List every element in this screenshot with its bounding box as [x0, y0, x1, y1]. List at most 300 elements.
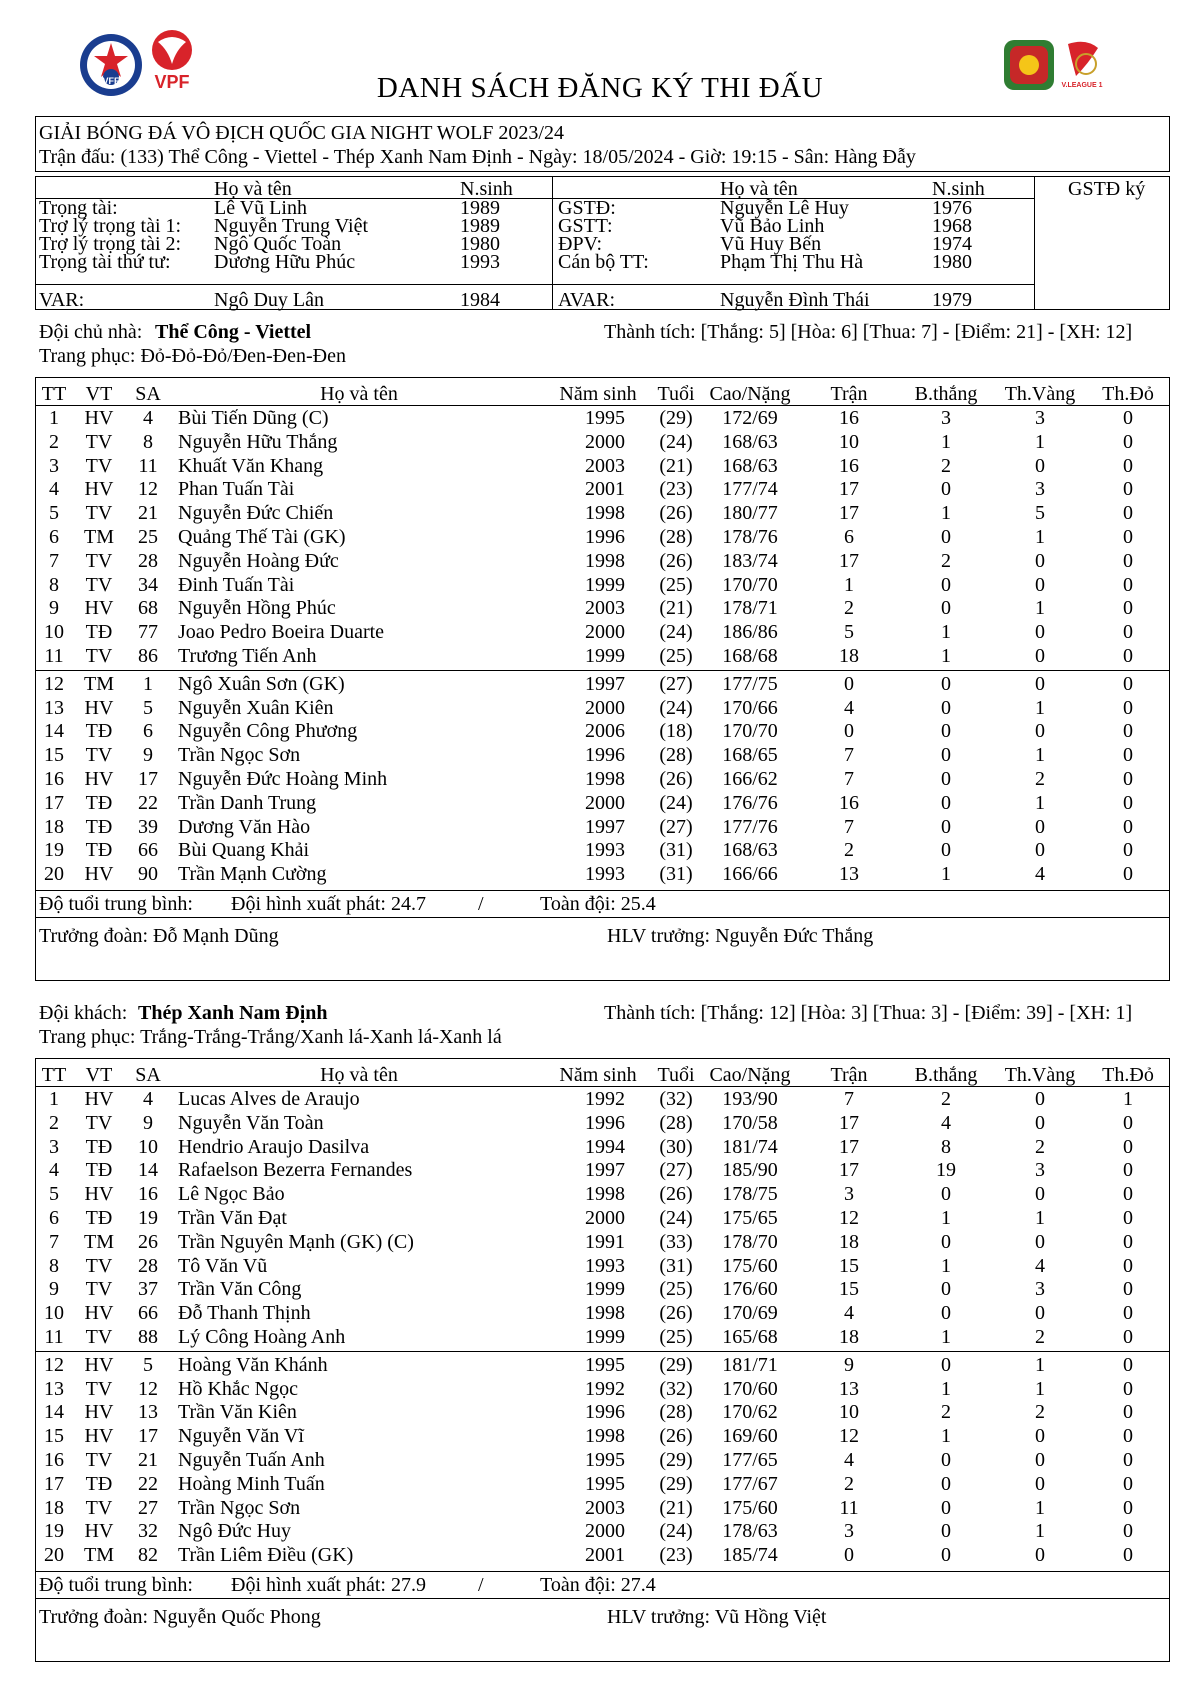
home-sub-shirt-number: 66 — [138, 839, 158, 862]
official-birth: 1980 — [932, 251, 972, 273]
away-player-player-name: Hendrio Araujo Dasilva — [178, 1135, 370, 1158]
away-sub-player-name: Hoàng Văn Khánh — [178, 1353, 328, 1376]
officials-header-name: Họ và tên — [214, 178, 292, 200]
home-sub-age: (27) — [659, 815, 693, 838]
home-player-age: (25) — [659, 645, 693, 667]
away-player-goals: 0 — [941, 1230, 951, 1253]
home-sub-shirt-number: 5 — [143, 696, 153, 719]
home-player-birth-year: 1999 — [585, 645, 625, 667]
home-player-age: (24) — [659, 430, 693, 453]
home-player-yellow-cards: 3 — [1035, 478, 1045, 501]
away-sub-tt: 18 — [44, 1496, 64, 1519]
away-player-age: (24) — [659, 1207, 693, 1229]
away-sub-shirt-number: 27 — [138, 1496, 158, 1519]
away-player-age: (27) — [659, 1159, 693, 1182]
away-sub-player-name: Trần Liêm Điều (GK) — [178, 1544, 354, 1567]
away-player-matches: 18 — [839, 1230, 859, 1253]
home-sub-yellow-cards: 1 — [1035, 744, 1045, 767]
home-player-tt: 4 — [49, 478, 59, 501]
away-sub-matches: 11 — [839, 1496, 859, 1519]
away-sub-age: (28) — [659, 1401, 693, 1424]
home-sub-goals: 0 — [941, 720, 951, 743]
official-birth: 1974 — [932, 233, 972, 255]
home-sub-red-cards: 0 — [1123, 815, 1133, 838]
away-player-age: (25) — [659, 1326, 693, 1348]
home-player-height-weight: 178/71 — [722, 597, 778, 620]
home-sub-birth-year: 1997 — [585, 672, 625, 695]
home-player-matches: 16 — [839, 454, 859, 477]
away-player-matches: 17 — [839, 1111, 859, 1134]
away-sub-birth-year: 1992 — [585, 1377, 625, 1400]
away-sub-yellow-cards: 1 — [1035, 1496, 1045, 1519]
home-player-goals: 2 — [941, 454, 951, 477]
home-sub-tt: 19 — [44, 839, 64, 862]
home-sub-player-name: Trần Danh Trung — [178, 791, 317, 814]
home-player-red-cards: 0 — [1123, 645, 1133, 667]
home-player-height-weight: 168/63 — [722, 454, 778, 477]
away-player-birth-year: 2000 — [585, 1207, 625, 1229]
away-column-header-yellow-cards: Th.Vàng — [1004, 1064, 1076, 1086]
away-player-red-cards: 0 — [1123, 1278, 1133, 1301]
home-sub-tt: 17 — [44, 791, 64, 814]
away-sub-yellow-cards: 1 — [1035, 1353, 1045, 1376]
home-player-birth-year: 1998 — [585, 549, 625, 572]
home-player-tt: 1 — [49, 407, 59, 429]
away-sub-shirt-number: 22 — [138, 1472, 158, 1495]
away-sub-tt: 12 — [44, 1353, 64, 1376]
official-role: GSTĐ: — [558, 197, 616, 219]
away-sub-matches: 2 — [844, 1472, 854, 1495]
away-head-coach: HLV trưởng: Vũ Hồng Việt — [607, 1606, 827, 1628]
home-player-tt: 3 — [49, 454, 59, 477]
away-player-age: (25) — [659, 1278, 693, 1301]
away-team-manager: Trưởng đoàn: Nguyễn Quốc Phong — [39, 1606, 321, 1628]
official-birth: 1993 — [460, 251, 500, 273]
away-player-matches: 7 — [844, 1088, 854, 1110]
away-player-shirt-number: 16 — [138, 1183, 158, 1206]
away-player-player-name: Đỗ Thanh Thịnh — [178, 1302, 311, 1325]
away-player-tt: 8 — [49, 1254, 59, 1277]
home-player-matches: 6 — [844, 526, 854, 548]
away-player-matches: 4 — [844, 1302, 854, 1325]
home-sub-age: (26) — [659, 768, 693, 790]
home-sub-position: TĐ — [85, 815, 113, 838]
home-player-red-cards: 0 — [1123, 526, 1133, 548]
home-player-matches: 17 — [839, 549, 859, 572]
away-team-name: Thép Xanh Nam Định — [138, 1002, 328, 1024]
home-sub-player-name: Dương Văn Hào — [178, 815, 311, 838]
away-player-age: (33) — [659, 1230, 693, 1253]
away-player-tt: 7 — [49, 1230, 59, 1253]
officials-sign-divider — [1034, 176, 1035, 310]
official-name: Nguyễn Trung Việt — [214, 215, 369, 237]
home-sub-player-name: Nguyễn Đức Hoàng Minh — [178, 768, 388, 790]
home-sub-shirt-number: 1 — [143, 672, 153, 695]
home-sub-player-name: Trần Ngọc Sơn — [178, 744, 301, 767]
match-details: Trận đấu: (133) Thể Công - Viettel - Thép Xanh Nam Định - Ngày: 18/05/2024 - Giờ: 19:15 - Sân: Hàng Đẫy — [39, 146, 916, 168]
home-player-age: (23) — [659, 478, 693, 501]
home-column-header-birth-year: Năm sinh — [559, 383, 637, 405]
away-sub-player-name: Ngô Đức Huy — [178, 1520, 292, 1543]
avar-name: Nguyễn Đình Thái — [720, 289, 870, 311]
home-sub-birth-year: 1998 — [585, 768, 625, 790]
home-sub-age: (18) — [659, 720, 693, 743]
away-team-record: Thành tích: [Thắng: 12] [Hòa: 3] [Thua: 3] - [Điểm: 39] - [XH: 1] — [604, 1002, 1133, 1024]
home-sub-red-cards: 0 — [1123, 791, 1133, 814]
away-sub-matches: 10 — [839, 1401, 859, 1424]
home-avg-slash: / — [478, 893, 484, 915]
away-sub-age: (26) — [659, 1425, 693, 1448]
home-player-position: TV — [85, 549, 113, 572]
away-avg-all: Toàn đội: 27.4 — [540, 1574, 656, 1596]
home-player-tt: 11 — [44, 645, 64, 667]
away-player-position: TV — [85, 1326, 113, 1348]
away-player-position: TV — [85, 1254, 113, 1277]
away-player-player-name: Lê Ngọc Bảo — [178, 1183, 285, 1206]
home-player-shirt-number: 86 — [138, 645, 158, 667]
away-player-age: (26) — [659, 1302, 693, 1325]
away-sub-tt: 14 — [44, 1401, 64, 1424]
away-sub-goals: 0 — [941, 1544, 951, 1567]
home-player-tt: 7 — [49, 549, 59, 572]
away-sub-matches: 0 — [844, 1544, 854, 1567]
away-sub-tt: 16 — [44, 1449, 64, 1471]
home-player-matches: 1 — [844, 573, 854, 596]
away-sub-yellow-cards: 0 — [1035, 1449, 1045, 1471]
away-sub-player-name: Trần Văn Kiên — [178, 1401, 297, 1424]
away-player-shirt-number: 19 — [138, 1207, 158, 1229]
home-player-shirt-number: 12 — [138, 478, 158, 501]
home-player-height-weight: 168/63 — [722, 430, 778, 453]
home-player-goals: 1 — [941, 430, 951, 453]
home-player-player-name: Nguyễn Hồng Phúc — [178, 597, 336, 620]
home-sub-yellow-cards: 2 — [1035, 768, 1045, 790]
home-player-matches: 5 — [844, 621, 854, 644]
away-player-birth-year: 1994 — [585, 1135, 625, 1158]
away-sub-height-weight: 185/74 — [722, 1544, 778, 1567]
away-player-shirt-number: 9 — [143, 1111, 153, 1134]
away-player-height-weight: 175/65 — [722, 1207, 778, 1229]
home-sub-tt: 13 — [44, 696, 64, 719]
away-sub-red-cards: 0 — [1123, 1544, 1133, 1567]
away-column-header-red-cards: Th.Đỏ — [1102, 1064, 1154, 1086]
home-sub-player-name: Bùi Quang Khải — [178, 839, 310, 862]
officials-header-birth2: N.sinh — [932, 178, 985, 200]
away-player-red-cards: 0 — [1123, 1302, 1133, 1325]
away-player-matches: 17 — [839, 1135, 859, 1158]
home-player-age: (26) — [659, 502, 693, 525]
away-player-birth-year: 1996 — [585, 1111, 625, 1134]
away-sub-birth-year: 1995 — [585, 1472, 625, 1495]
away-player-birth-year: 1999 — [585, 1326, 625, 1348]
var-name: Ngô Duy Lân — [214, 289, 324, 311]
officials-header-birth: N.sinh — [460, 178, 513, 200]
away-player-birth-year: 1991 — [585, 1230, 625, 1253]
away-sub-goals: 2 — [941, 1401, 951, 1424]
away-sub-shirt-number: 5 — [143, 1353, 153, 1376]
home-player-player-name: Bùi Tiến Dũng (C) — [178, 407, 329, 429]
home-player-age: (29) — [659, 407, 693, 429]
home-column-header-player-name: Họ và tên — [320, 383, 398, 405]
home-player-red-cards: 0 — [1123, 502, 1133, 525]
home-sub-height-weight: 168/63 — [722, 839, 778, 862]
away-player-red-cards: 1 — [1123, 1088, 1133, 1110]
away-player-shirt-number: 88 — [138, 1326, 158, 1348]
away-sub-age: (23) — [659, 1544, 693, 1567]
away-sub-matches: 13 — [839, 1377, 859, 1400]
league-name: GIẢI BÓNG ĐÁ VÔ ĐỊCH QUỐC GIA NIGHT WOLF 2023/24 — [39, 122, 564, 144]
home-sub-position: TĐ — [85, 791, 113, 814]
away-player-player-name: Trần Văn Đạt — [178, 1207, 287, 1229]
away-player-shirt-number: 28 — [138, 1254, 158, 1277]
away-sub-matches: 9 — [844, 1353, 854, 1376]
away-sub-age: (29) — [659, 1353, 693, 1376]
away-sub-age: (24) — [659, 1520, 693, 1543]
away-player-position: HV — [84, 1088, 114, 1110]
away-column-header-matches: Trận — [830, 1064, 868, 1086]
away-sub-yellow-cards: 2 — [1035, 1401, 1045, 1424]
away-player-yellow-cards: 1 — [1035, 1207, 1045, 1229]
home-player-yellow-cards: 0 — [1035, 549, 1045, 572]
away-player-height-weight: 178/75 — [722, 1183, 778, 1206]
home-sub-height-weight: 177/76 — [722, 815, 778, 838]
home-player-goals: 3 — [941, 407, 951, 429]
official-birth: 1968 — [932, 215, 972, 237]
home-player-shirt-number: 11 — [138, 454, 158, 477]
away-player-birth-year: 1998 — [585, 1183, 625, 1206]
home-column-header-tt: TT — [41, 383, 67, 405]
home-player-age: (21) — [659, 597, 693, 620]
away-player-birth-year: 1997 — [585, 1159, 625, 1182]
away-player-matches: 12 — [839, 1207, 859, 1229]
home-player-birth-year: 1996 — [585, 526, 625, 548]
away-sub-age: (29) — [659, 1472, 693, 1495]
home-sub-tt: 18 — [44, 815, 64, 838]
away-sub-red-cards: 0 — [1123, 1496, 1133, 1519]
home-sub-birth-year: 2006 — [585, 720, 625, 743]
home-column-header-red-cards: Th.Đỏ — [1102, 383, 1154, 405]
officials-header-name2: Họ và tên — [720, 178, 798, 200]
away-player-player-name: Nguyễn Văn Toàn — [178, 1111, 324, 1134]
home-sub-age: (31) — [659, 863, 693, 886]
away-player-goals: 8 — [941, 1135, 951, 1158]
home-player-shirt-number: 68 — [138, 597, 158, 620]
home-player-position: HV — [84, 597, 114, 620]
home-sub-age: (27) — [659, 672, 693, 695]
home-player-matches: 18 — [839, 645, 859, 667]
home-sub-birth-year: 2000 — [585, 791, 625, 814]
away-sub-matches: 4 — [844, 1449, 854, 1471]
official-role: Trợ lý trọng tài 1: — [39, 215, 182, 237]
away-player-yellow-cards: 3 — [1035, 1278, 1045, 1301]
avar-birth: 1979 — [932, 289, 972, 311]
away-column-header-position: VT — [85, 1064, 113, 1086]
home-column-header-yellow-cards: Th.Vàng — [1004, 383, 1076, 405]
home-player-age: (25) — [659, 573, 693, 596]
home-player-shirt-number: 4 — [143, 407, 153, 429]
home-player-shirt-number: 25 — [138, 526, 158, 548]
home-player-red-cards: 0 — [1123, 454, 1133, 477]
var-birth: 1984 — [460, 289, 500, 311]
away-sub-yellow-cards: 0 — [1035, 1472, 1045, 1495]
var-role: VAR: — [39, 289, 85, 311]
home-sub-height-weight: 176/76 — [722, 791, 778, 814]
away-player-goals: 19 — [936, 1159, 956, 1182]
official-role: Trợ lý trọng tài 2: — [39, 233, 182, 255]
home-sub-yellow-cards: 0 — [1035, 815, 1045, 838]
home-player-shirt-number: 28 — [138, 549, 158, 572]
away-sub-age: (21) — [659, 1496, 693, 1519]
away-player-yellow-cards: 4 — [1035, 1254, 1045, 1277]
home-sub-goals: 0 — [941, 791, 951, 814]
home-sub-red-cards: 0 — [1123, 839, 1133, 862]
home-avg-label: Độ tuổi trung bình: — [39, 893, 193, 915]
home-sub-height-weight: 166/62 — [722, 768, 778, 790]
officials-mid-divider — [552, 176, 553, 310]
away-player-matches: 15 — [839, 1278, 859, 1301]
home-player-height-weight: 168/68 — [722, 645, 778, 667]
away-sub-red-cards: 0 — [1123, 1353, 1133, 1376]
home-team-name: Thể Công - Viettel — [155, 321, 312, 343]
away-player-yellow-cards: 3 — [1035, 1159, 1045, 1182]
home-sub-height-weight: 170/70 — [722, 720, 778, 743]
away-column-header-goals: B.thắng — [914, 1064, 978, 1086]
away-player-red-cards: 0 — [1123, 1135, 1133, 1158]
away-sub-shirt-number: 21 — [138, 1449, 158, 1471]
away-sub-yellow-cards: 1 — [1035, 1377, 1045, 1400]
home-player-player-name: Nguyễn Đức Chiến — [178, 502, 334, 525]
away-player-birth-year: 1998 — [585, 1302, 625, 1325]
away-player-position: TM — [84, 1230, 114, 1253]
away-player-height-weight: 181/74 — [722, 1135, 778, 1158]
away-sub-position: TV — [85, 1496, 113, 1519]
home-player-yellow-cards: 1 — [1035, 526, 1045, 548]
away-sub-shirt-number: 82 — [138, 1544, 158, 1567]
home-sub-position: HV — [84, 768, 114, 790]
away-sub-birth-year: 1995 — [585, 1353, 625, 1376]
away-sub-position: HV — [84, 1520, 114, 1543]
away-sub-matches: 3 — [844, 1520, 854, 1543]
home-sub-tt: 20 — [44, 863, 64, 886]
home-sub-matches: 2 — [844, 839, 854, 862]
away-sub-position: TV — [85, 1377, 113, 1400]
home-sub-position: TĐ — [85, 839, 113, 862]
home-header-line — [35, 405, 1170, 406]
home-sub-yellow-cards: 4 — [1035, 863, 1045, 886]
home-avg-all: Toàn đội: 25.4 — [540, 893, 656, 915]
home-player-position: HV — [84, 407, 114, 429]
away-sub-shirt-number: 32 — [138, 1520, 158, 1543]
away-player-age: (28) — [659, 1111, 693, 1134]
away-player-shirt-number: 14 — [138, 1159, 158, 1182]
away-player-shirt-number: 66 — [138, 1302, 158, 1325]
away-sub-birth-year: 2000 — [585, 1520, 625, 1543]
home-player-goals: 1 — [941, 502, 951, 525]
away-player-yellow-cards: 0 — [1035, 1088, 1045, 1110]
home-player-goals: 1 — [941, 621, 951, 644]
home-player-player-name: Trương Tiến Anh — [178, 645, 317, 667]
away-player-height-weight: 170/69 — [722, 1302, 778, 1325]
away-column-header-tt: TT — [41, 1064, 67, 1086]
home-player-age: (26) — [659, 549, 693, 572]
away-sub-height-weight: 177/67 — [722, 1472, 778, 1495]
away-player-tt: 1 — [49, 1088, 59, 1110]
away-player-position: TĐ — [85, 1207, 113, 1229]
home-sub-player-name: Nguyễn Công Phương — [178, 720, 358, 743]
official-role: ĐPV: — [558, 233, 603, 255]
home-sub-tt: 14 — [44, 720, 64, 743]
away-sub-red-cards: 0 — [1123, 1520, 1133, 1543]
home-sub-height-weight: 170/66 — [722, 696, 778, 719]
officials-var-line — [35, 284, 1035, 285]
home-player-matches: 2 — [844, 597, 854, 620]
away-sub-player-name: Nguyễn Tuấn Anh — [178, 1449, 325, 1471]
away-player-red-cards: 0 — [1123, 1111, 1133, 1134]
away-sub-height-weight: 177/65 — [722, 1449, 778, 1471]
home-sub-yellow-cards: 0 — [1035, 839, 1045, 862]
away-player-shirt-number: 4 — [143, 1088, 153, 1110]
home-player-matches: 16 — [839, 407, 859, 429]
away-player-matches: 3 — [844, 1183, 854, 1206]
away-team-kit: Trang phục: Trắng-Trắng-Trắng/Xanh lá-Xanh lá-Xanh lá — [39, 1026, 502, 1048]
home-sub-birth-year: 1997 — [585, 815, 625, 838]
away-sub-height-weight: 175/60 — [722, 1496, 778, 1519]
away-player-matches: 17 — [839, 1159, 859, 1182]
home-player-yellow-cards: 0 — [1035, 645, 1045, 667]
away-player-yellow-cards: 0 — [1035, 1302, 1045, 1325]
home-sub-shirt-number: 17 — [138, 768, 158, 790]
home-player-age: (21) — [659, 454, 693, 477]
away-sub-goals: 1 — [941, 1377, 951, 1400]
away-player-goals: 0 — [941, 1183, 951, 1206]
home-player-tt: 9 — [49, 597, 59, 620]
official-birth: 1989 — [460, 215, 500, 237]
official-role: Cán bộ TT: — [558, 251, 649, 273]
away-sub-tt: 19 — [44, 1520, 64, 1543]
away-player-player-name: Lý Công Hoàng Anh — [178, 1326, 346, 1348]
home-sub-height-weight: 177/75 — [722, 672, 778, 695]
away-player-age: (31) — [659, 1254, 693, 1277]
home-player-position: TV — [85, 573, 113, 596]
away-staff-line — [35, 1598, 1170, 1599]
official-birth: 1976 — [932, 197, 972, 219]
away-header-line — [35, 1086, 1170, 1087]
away-sub-height-weight: 170/62 — [722, 1401, 778, 1424]
away-player-tt: 5 — [49, 1183, 59, 1206]
away-sub-tt: 17 — [44, 1472, 64, 1495]
home-player-tt: 10 — [44, 621, 64, 644]
away-sub-tt: 15 — [44, 1425, 64, 1448]
away-team-label: Đội khách: — [39, 1002, 128, 1024]
away-player-red-cards: 0 — [1123, 1326, 1133, 1348]
away-player-shirt-number: 37 — [138, 1278, 158, 1301]
away-player-height-weight: 170/58 — [722, 1111, 778, 1134]
home-player-tt: 8 — [49, 573, 59, 596]
away-player-position: TĐ — [85, 1159, 113, 1182]
home-head-coach: HLV trưởng: Nguyễn Đức Thắng — [607, 925, 874, 947]
home-sub-age: (24) — [659, 696, 693, 719]
away-player-position: HV — [84, 1302, 114, 1325]
home-player-tt: 6 — [49, 526, 59, 548]
away-player-yellow-cards: 0 — [1035, 1111, 1045, 1134]
home-sub-goals: 0 — [941, 672, 951, 695]
home-player-tt: 5 — [49, 502, 59, 525]
away-sub-goals: 1 — [941, 1425, 951, 1448]
away-avg-slash: / — [478, 1574, 484, 1596]
away-player-tt: 2 — [49, 1111, 59, 1134]
away-player-goals: 1 — [941, 1254, 951, 1277]
away-player-age: (26) — [659, 1183, 693, 1206]
